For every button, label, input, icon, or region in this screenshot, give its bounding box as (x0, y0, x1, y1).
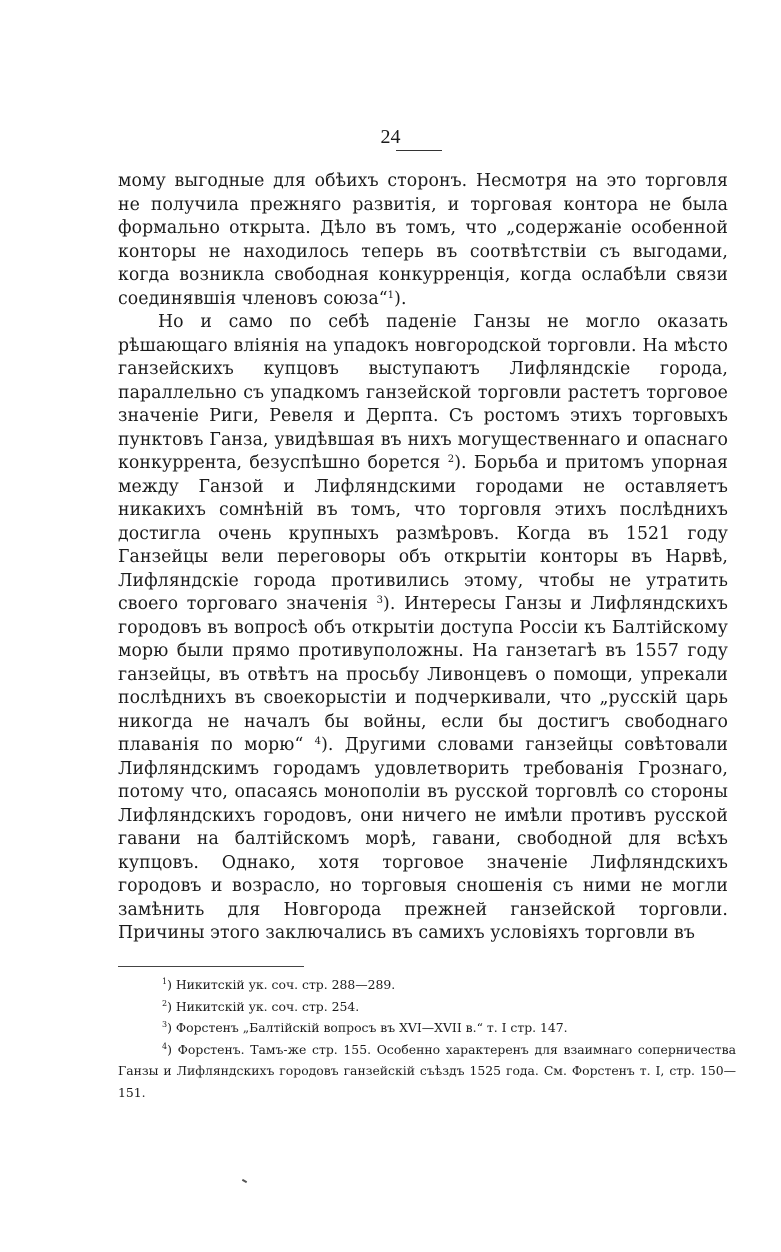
paragraph-2-segment: ). Интересы Ганзы и Лифляндскихъ городовъ въ вопросѣ объ открытіи доступа Россіи къ Балтійскому морю были прямо противуположны. На ганзетагѣ въ 1557 году ганзейцы, въ отвѣтъ на просьбу Ливонцевъ о помощи, упрекали послѣднихъ въ своекорыстіи и подчеркивали, что „русскій царь никогда не началъ бы войны, если бы достигъ свободнаго плаванія по морю“ (118, 594, 728, 755)
paragraph-2-segment: Но и само по себѣ паденіе Ганзы не могло оказать рѣшающаго вліянія на упадокъ новгородской торговли. На мѣсто ганзейскихъ купцовъ выступаютъ Лифляндскіе города, параллельно съ упадкомъ ганзейской торговли растетъ торговое значеніе Риги, Ревеля и Дерпта. Съ ростомъ этихъ торговыхъ пунктовъ Ганза, увидѣвшая въ нихъ могущественнаго и опаснаго конкуррента, безуспѣшно борется (118, 312, 728, 473)
footnote-text: ) Форстенъ „Балтійскій вопросъ въ XVI—XVII в.“ т. I стр. 147. (167, 1020, 568, 1035)
note-ref-2: 2 (447, 454, 455, 465)
footnote-rule (118, 966, 304, 967)
note-ref-3: 3 (376, 595, 384, 606)
body-text (118, 170, 728, 946)
paragraph-2-segment: ). Борьба и притомъ упорная между Ганзой и Лифляндскими городами не оставляетъ никакихъ сомнѣній въ томъ, что торговля этихъ послѣднихъ достигла очень крупныхъ размѣровъ. Когда въ 1521 году Ганзейцы вели переговоры объ открытіи конторы въ Нарвѣ, Лифляндскіе города противились этому, чтобы не утратить своего торговаго значенія (118, 453, 728, 614)
footnote-3 (118, 1017, 736, 1039)
footnote-mark: 4 (162, 1041, 168, 1051)
footnote-mark: 1 (162, 977, 168, 986)
footnote-4 (118, 1039, 736, 1104)
footnote-mark: 3 (162, 1020, 168, 1029)
page-number-rule (396, 150, 442, 151)
footnotes (118, 974, 736, 1103)
paragraph-1 (118, 170, 728, 311)
page-number: 24 (380, 126, 401, 148)
footnote-text: ) Никитскій ук. соч. стр. 254. (167, 998, 360, 1014)
footnote-text: ) Форстенъ. Тамъ-же стр. 155. Особенно характеренъ для взаимнаго соперничества Ганзы и Лифляндскихъ городовъ ганзейскій съѣздъ 1525 года. См. Форстенъ т. I, стр. 150—151. (118, 1041, 736, 1100)
ink-speck (242, 1179, 247, 1183)
note-ref-1: 1 (387, 289, 395, 301)
paragraph-1-text: мому выгодные для обѣихъ сторонъ. Несмотря на это торговля не получила прежняго развитія, и торговая контора не была формально открыта. Дѣло въ томъ, что „содержаніе особенной конторы не находилось теперь въ соотвѣтствіи съ выгодами, когда возникла свободная конкурренція, когда ослабѣли связи соединявшія членовъ союза“ (118, 171, 728, 309)
note-ref-4: 4 (314, 736, 322, 747)
paragraph-2 (118, 311, 728, 946)
footnote-mark: 2 (162, 998, 168, 1008)
footnote-1 (118, 974, 736, 996)
footnote-2 (118, 996, 736, 1018)
paragraph-1-tail: ). (394, 288, 407, 309)
footnote-text: ) Никитскій ук. соч. стр. 288—289. (167, 977, 396, 992)
paragraph-2-segment: ). Другими словами ганзейцы совѣтовали Лифляндскимъ городамъ удовлетворить требованія Грознаго, потому что, опасаясь монополіи въ русской торговлѣ со стороны Лифляндскихъ городовъ, они ничего не имѣли противъ русской гавани на балтійскомъ морѣ, гавани, свободной для всѣхъ купцовъ. Однако, хотя торговое значеніе Лифляндскихъ городовъ и возрасло, но торговыя сношенія съ ними не могли замѣнить для Новгорода прежней ганзейской торговли. Причины этого заключались въ самихъ условіяхъ торговли въ (118, 735, 728, 943)
